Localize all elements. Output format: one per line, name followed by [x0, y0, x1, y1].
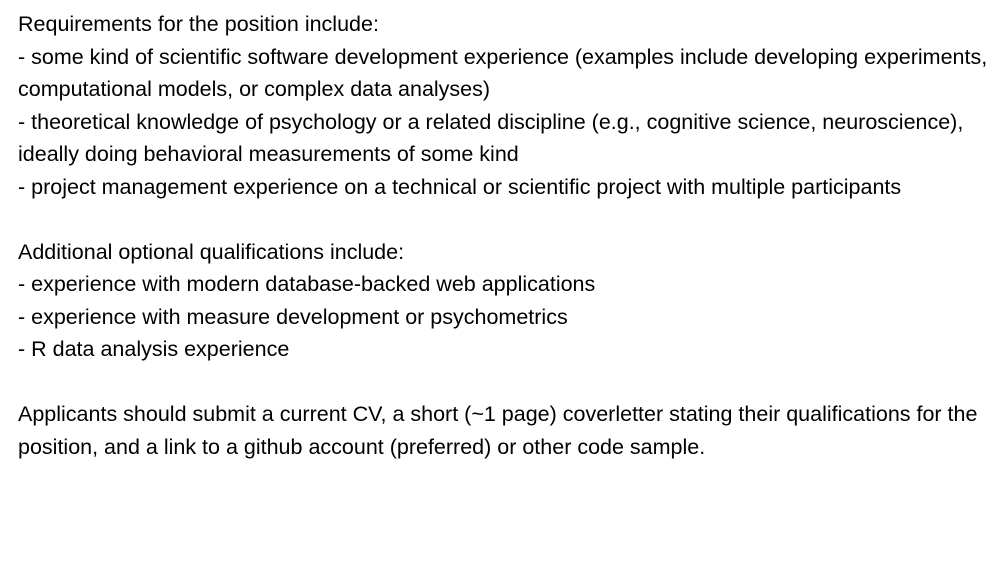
document-body — [18, 8, 994, 496]
optional-heading: Additional optional qualifications include: — [18, 239, 405, 264]
optional-item: - experience with measure development or psychometrics — [18, 304, 568, 329]
application-section — [18, 398, 988, 463]
requirement-item: - project management experience on a technical or scientific project with multiple participants — [18, 174, 902, 199]
requirements-heading: Requirements for the position include: — [18, 12, 379, 36]
optional-qualifications-section — [18, 236, 988, 366]
requirement-item: - some kind of scientific software development experience (examples include developing experiments, computational models, or complex data analyses) — [18, 44, 994, 101]
requirements-section — [18, 8, 994, 203]
application-instructions: Applicants should submit a current CV, a short (~1 page) coverletter stating their qualifications for the position, and a link to a github account (preferred) or other code sample. — [18, 402, 984, 459]
requirement-item: - theoretical knowledge of psychology or a related discipline (e.g., cognitive science, neuroscience), ideally doing behavioral measurements of some kind — [18, 109, 970, 166]
optional-item: - experience with modern database-backed web applications — [18, 272, 596, 296]
optional-item: - R data analysis experience — [18, 337, 290, 361]
